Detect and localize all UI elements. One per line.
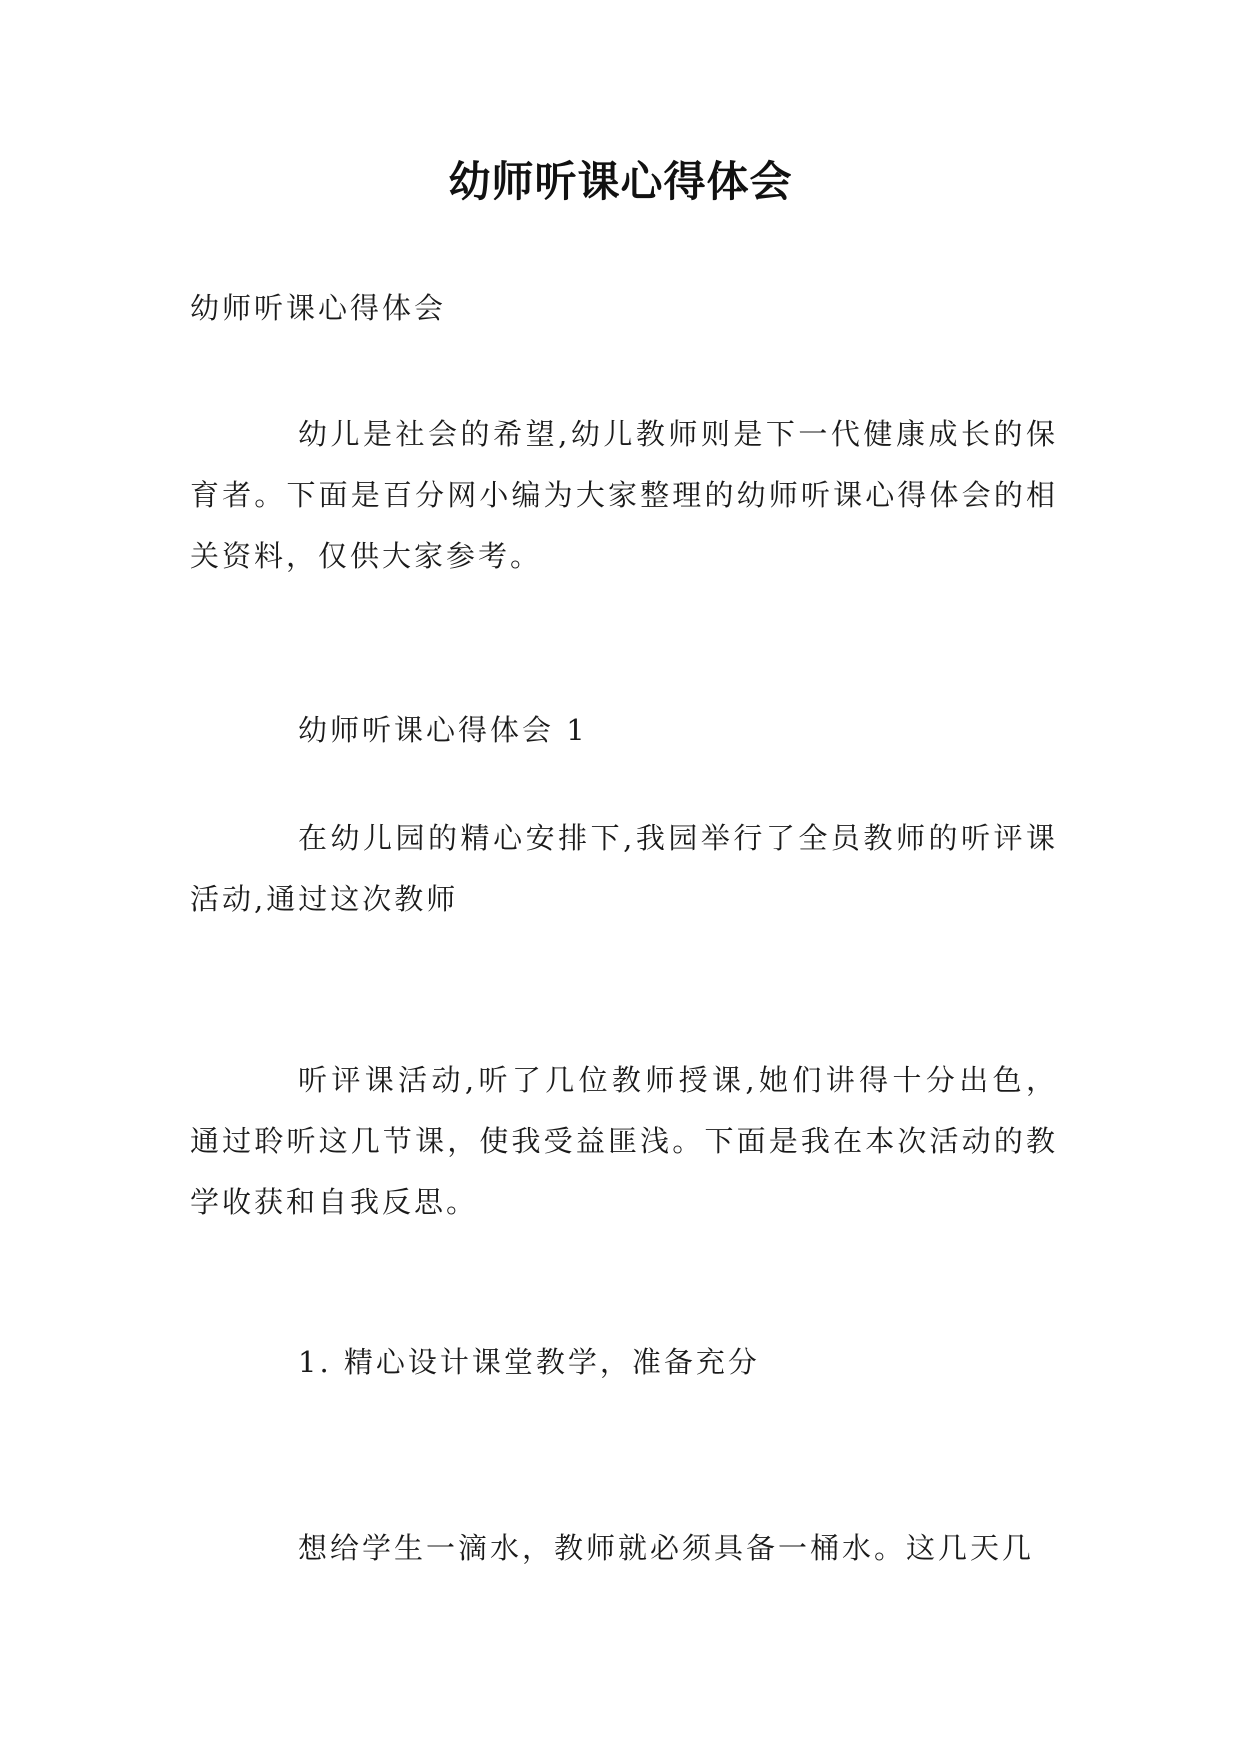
page-title: 幼师听课心得体会 (448, 157, 793, 206)
body-paragraph-1: 在幼儿园的精心安排下,我园举行了全员教师的听评课活动,通过这次教师 (190, 821, 1058, 916)
intro-paragraph: 幼儿是社会的希望,幼儿教师则是下一代健康成长的保育者。下面是百分网小编为大家整理的幼师听课心得体会的相关资料，仅供大家参考。 (190, 417, 1058, 573)
point-heading: 1. 精心设计课堂教学，准备充分 (298, 1345, 760, 1379)
document-subtitle: 幼师听课心得体会 (190, 291, 447, 325)
body-paragraph-3: 想给学生一滴水，教师就必须具备一桶水。这几天几 (298, 1531, 1035, 1565)
section-heading: 幼师听课心得体会 1 (298, 713, 588, 747)
body-paragraph-2: 听评课活动,听了几位教师授课,她们讲得十分出色，通过聆听这几节课，使我受益匪浅。下面是我在本次活动的教学收获和自我反思。 (190, 1063, 1058, 1219)
